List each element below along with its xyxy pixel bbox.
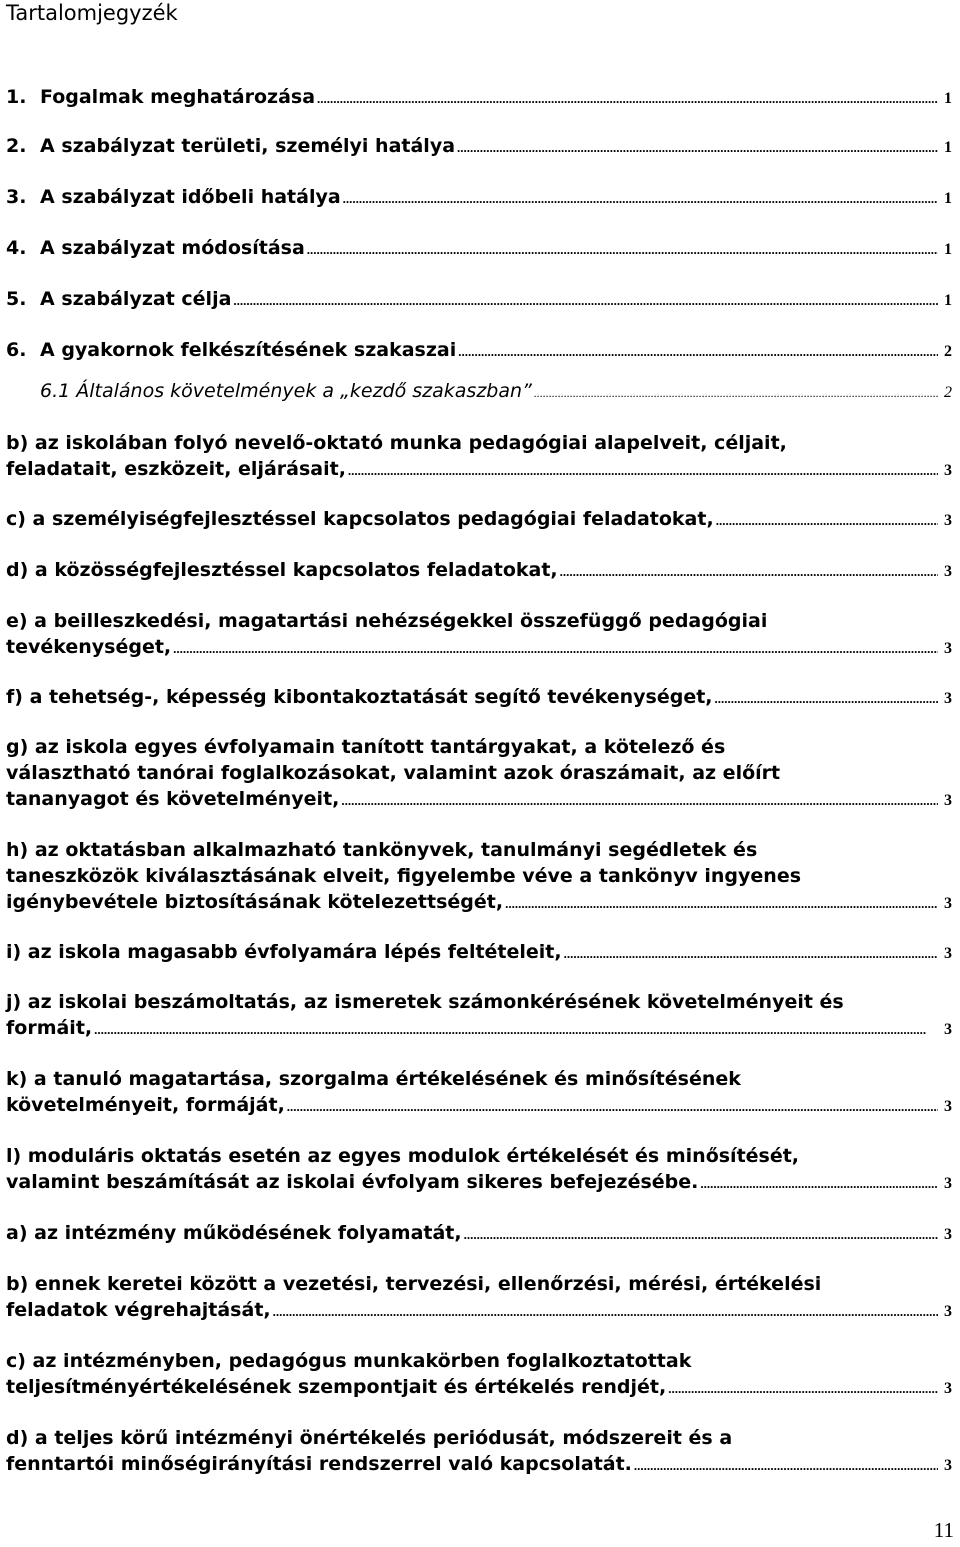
dot-leader (668, 1376, 938, 1402)
entry-text: g) az iskola egyes évfolyamain tanított tantárgyakat, a kötelező és (6, 736, 726, 758)
entry-page: 3 (944, 640, 952, 657)
toc-entry-h[interactable] (6, 837, 952, 915)
page-number: 11 (933, 1518, 954, 1542)
toc-entry-6-1[interactable] (6, 378, 952, 404)
toc-entry-g[interactable] (6, 734, 952, 812)
entry-text: taneszközök kiválasztásának elveit, figyelembe véve a tankönyv ingyenes (6, 865, 802, 887)
dot-leader (341, 788, 938, 814)
entry-page: 1 (944, 139, 952, 156)
entry-text: feladatait, eszközeit, eljárásait, (6, 458, 346, 480)
entry-text: A szabályzat célja (40, 288, 232, 310)
entry-page: 1 (944, 90, 952, 107)
dot-leader (505, 891, 938, 917)
entry-text: d) a teljes körű intézményi önértékelés periódusát, módszereit és a (6, 1427, 733, 1449)
dot-leader (287, 1094, 938, 1120)
toc-entry-l[interactable] (6, 1143, 952, 1195)
entry-text: c) az intézményben, pedagógus munkakörben foglalkoztatottak (6, 1350, 692, 1372)
entry-page: 3 (944, 945, 952, 962)
toc-title: Tartalomjegyzék (6, 1, 178, 25)
dot-leader (716, 508, 938, 534)
toc-entry-b2[interactable] (6, 1271, 952, 1323)
entry-text: c) a személyiségfejlesztéssel kapcsolatos pedagógiai feladatokat, (6, 508, 714, 530)
entry-page: 1 (944, 241, 952, 258)
entry-text: feladatok végrehajtását, (6, 1299, 271, 1321)
entry-page: 1 (944, 190, 952, 207)
entry-text: formáit, (6, 1017, 93, 1039)
toc-entry-k[interactable] (6, 1066, 952, 1118)
dot-leader (343, 186, 938, 212)
entry-text: tananyagot és követelményeit, (6, 788, 340, 810)
entry-text: l) moduláris oktatás esetén az egyes modulok értékelését és minősítését, (6, 1145, 800, 1167)
dot-leader (560, 559, 938, 585)
entry-text: A szabályzat módosítása (40, 237, 305, 259)
dot-leader (457, 135, 938, 161)
entry-page: 3 (944, 1021, 952, 1038)
toc-entry-j[interactable] (6, 989, 952, 1041)
toc-entry-c1[interactable] (6, 506, 952, 532)
entry-number: 4. (6, 237, 27, 259)
entry-text: k) a tanuló magatartása, szorgalma értékelésének és minősítésének (6, 1068, 741, 1090)
dot-leader (464, 1222, 938, 1248)
toc-entry-1[interactable] (6, 84, 952, 110)
entry-text: választható tanórai foglalkozásokat, valamint azok óraszámait, az előírt (6, 762, 781, 784)
entry-text: j) az iskolai beszámoltatás, az ismeretek számonkérésének követelményeit és (6, 991, 844, 1013)
entry-page: 1 (944, 292, 952, 309)
dot-leader (173, 636, 938, 662)
dot-leader (233, 288, 938, 314)
toc-entry-3[interactable] (6, 184, 952, 210)
entry-text: a) az intézmény működésének folyamatát, (6, 1222, 462, 1244)
entry-page: 3 (944, 1098, 952, 1115)
entry-text: tevékenységet, (6, 636, 172, 658)
entry-number: 2. (6, 135, 27, 157)
toc-entry-5[interactable] (6, 286, 952, 312)
toc-entry-f[interactable] (6, 684, 952, 710)
entry-page: 3 (944, 1175, 952, 1192)
entry-page: 3 (944, 690, 952, 707)
entry-text: Fogalmak meghatározása (40, 86, 316, 108)
entry-text: teljesítményértékelésének szempontjait és értékelés rendjét, (6, 1376, 667, 1398)
entry-text: i) az iskola magasabb évfolyamára lépés feltételeit, (6, 941, 562, 963)
dot-leader (715, 686, 938, 712)
entry-text: követelményeit, formáját, (6, 1094, 285, 1116)
toc-entry-d1[interactable] (6, 557, 952, 583)
entry-page: 3 (944, 563, 952, 580)
entry-text: b) az iskolában folyó nevelő-oktató munka pedagógiai alapelveit, céljait, (6, 432, 787, 454)
entry-text: A szabályzat területi, személyi hatálya (40, 135, 456, 157)
dot-leader (634, 1453, 938, 1479)
toc-entry-6[interactable] (6, 337, 952, 363)
entry-page: 3 (944, 792, 952, 809)
entry-number: 1. (6, 86, 27, 108)
entry-number: 6. (6, 339, 27, 361)
entry-text: A szabályzat időbeli hatálya (40, 186, 341, 208)
entry-text: f) a tehetség-, képesség kibontakoztatását segítő tevékenységet, (6, 686, 713, 708)
toc-entry-2[interactable] (6, 133, 952, 159)
dot-leader (273, 1299, 938, 1325)
entry-text: b) ennek keretei között a vezetési, tervezési, ellenőrzési, mérési, értékelési (6, 1273, 822, 1295)
dot-leader (700, 1171, 938, 1197)
dot-leader (534, 380, 938, 406)
entry-number: 6.1 (40, 380, 71, 402)
entry-text: d) a közösségfejlesztéssel kapcsolatos feladatokat, (6, 559, 558, 581)
toc-entry-d2[interactable] (6, 1425, 952, 1477)
entry-page: 3 (944, 1303, 952, 1320)
entry-page: 2 (944, 384, 952, 401)
entry-page: 3 (944, 1457, 952, 1474)
entry-text: e) a beilleszkedési, magatartási nehézségekkel összefüggő pedagógiai (6, 610, 768, 632)
toc-entry-b1[interactable] (6, 430, 952, 482)
dot-leader (564, 941, 938, 967)
toc-entry-4[interactable] (6, 235, 952, 261)
entry-page: 3 (944, 1380, 952, 1397)
entry-page: 3 (944, 895, 952, 912)
dot-leader (458, 339, 938, 365)
toc-entry-c2[interactable] (6, 1348, 952, 1400)
entry-number: 5. (6, 288, 27, 310)
toc-entry-i[interactable] (6, 939, 952, 965)
dot-leader (317, 86, 938, 112)
dot-leader (94, 1017, 938, 1043)
toc-entry-e[interactable] (6, 608, 952, 660)
entry-text: h) az oktatásban alkalmazható tankönyvek, tanulmányi segédletek és (6, 839, 758, 861)
toc-entry-a2[interactable] (6, 1220, 952, 1246)
entry-page: 2 (944, 343, 952, 360)
entry-text: Általános követelmények a „kezdő szakaszban” (76, 380, 532, 402)
entry-text: valamint beszámítását az iskolai évfolyam sikeres befejezésébe. (6, 1171, 699, 1193)
entry-page: 3 (944, 1226, 952, 1243)
entry-page: 3 (944, 462, 952, 479)
entry-text: A gyakornok felkészítésének szakaszai (40, 339, 457, 361)
entry-number: 3. (6, 186, 27, 208)
entry-text: igénybevétele biztosításának kötelezettségét, (6, 891, 504, 913)
dot-leader (307, 237, 938, 263)
dot-leader (348, 458, 938, 484)
entry-text: fenntartói minőségirányítási rendszerrel való kapcsolatát. (6, 1453, 632, 1475)
entry-page: 3 (944, 512, 952, 529)
